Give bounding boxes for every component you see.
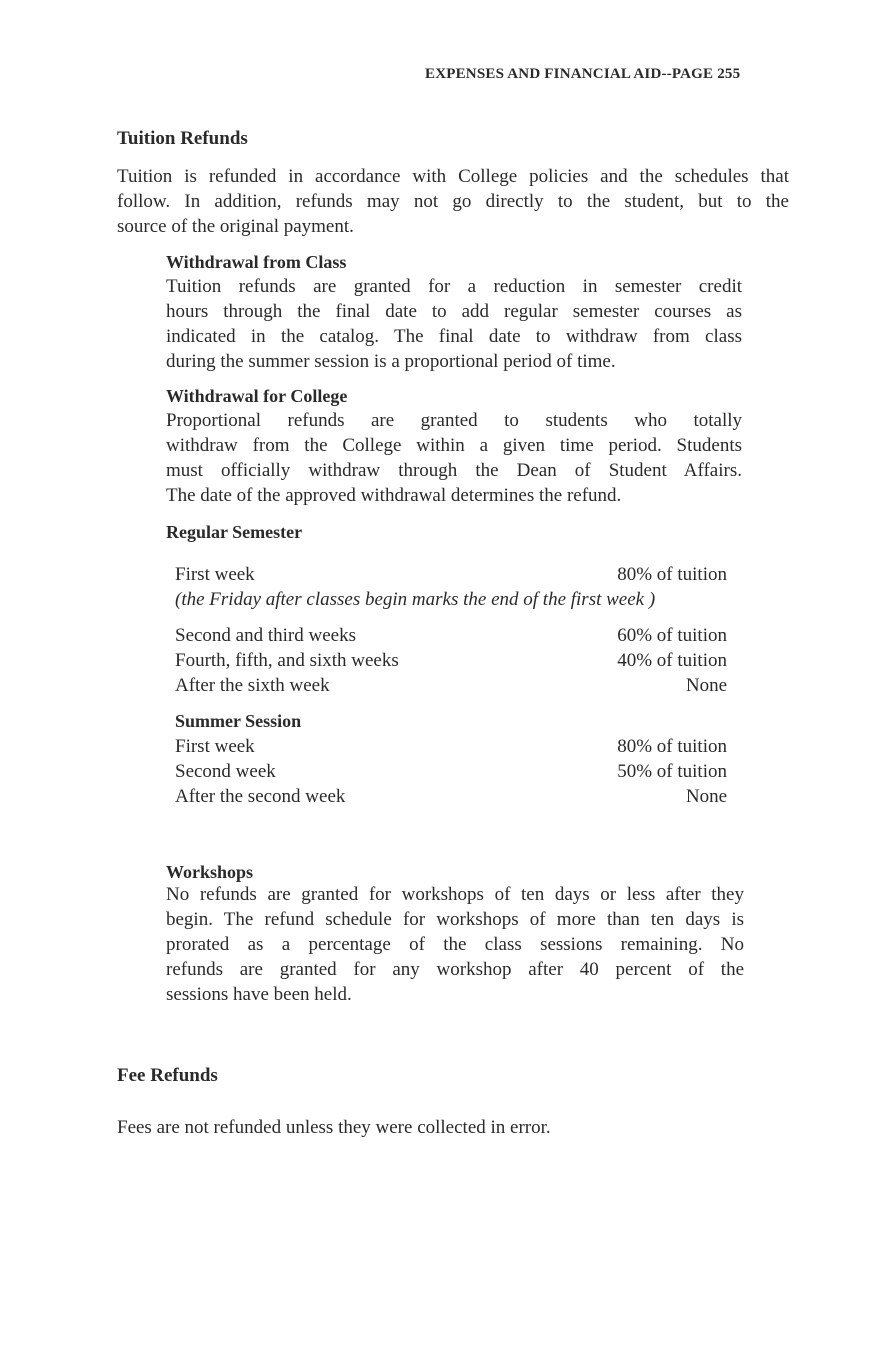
text-line: The date of the approved withdrawal determines the refund. [166, 485, 622, 506]
text-line: follow. In addition, refunds may not go directly to the student, but to the [117, 191, 789, 212]
text-line: No refunds are granted for workshops of ten days or less after they [166, 884, 744, 905]
schedule-row [175, 784, 727, 809]
schedule-amount: 60% of tuition [617, 625, 727, 646]
withdrawal-from-class-text [166, 274, 742, 374]
schedule-amount: 80% of tuition [617, 736, 727, 757]
schedule-row [175, 673, 727, 698]
first-week-note: (the Friday after classes begin marks the end of the first week ) [175, 589, 656, 610]
schedule-amount: 40% of tuition [617, 650, 727, 671]
schedule-term: After the second week [175, 786, 346, 807]
text-line: must officially withdraw through the Dean of Student Affairs. [166, 460, 742, 481]
schedule-row [175, 648, 727, 673]
text-line: hours through the final date to add regular semester courses as [166, 301, 742, 322]
text-line: begin. The refund schedule for workshops of more than ten days is [166, 909, 744, 930]
text-line: prorated as a percentage of the class sessions remaining. No [166, 934, 744, 955]
schedule-row [175, 562, 727, 587]
running-head: EXPENSES AND FINANCIAL AID--PAGE 255 [425, 66, 741, 82]
text-line: refunds are granted for any workshop after 40 percent of the [166, 959, 744, 980]
text-line: Tuition refunds are granted for a reduction in semester credit [166, 276, 742, 297]
schedule-term: Second and third weeks [175, 625, 356, 646]
text-line: during the summer session is a proportional period of time. [166, 351, 616, 372]
schedule-term: Second week [175, 761, 276, 782]
schedule-amount: None [685, 675, 727, 696]
schedule-amount: None [685, 786, 727, 807]
summer-session-heading: Summer Session [175, 711, 302, 731]
workshops-text [166, 882, 744, 1007]
schedule-term: After the sixth week [175, 675, 330, 696]
schedule-term: Fourth, fifth, and sixth weeks [175, 650, 399, 671]
withdrawal-for-college-text [166, 408, 742, 508]
workshops-heading: Workshops [166, 862, 254, 882]
schedule-term: First week [175, 564, 255, 585]
text-line: sessions have been held. [166, 984, 352, 1005]
text-line: Proportional refunds are granted to students who totally [166, 410, 742, 431]
schedule-amount: 80% of tuition [617, 564, 727, 585]
tuition-refunds-intro [117, 164, 789, 239]
tuition-refunds-heading: Tuition Refunds [117, 128, 248, 149]
fee-refunds-heading: Fee Refunds [117, 1065, 218, 1086]
schedule-row [175, 623, 727, 648]
text-line: source of the original payment. [117, 216, 354, 237]
schedule-term: First week [175, 736, 255, 757]
withdrawal-from-class-heading: Withdrawal from Class [166, 252, 347, 272]
text-line: Tuition is refunded in accordance with College policies and the schedules that [117, 166, 789, 187]
withdrawal-for-college-heading: Withdrawal for College [166, 386, 348, 406]
schedule-row [175, 759, 727, 784]
text-line: indicated in the catalog. The final date to withdraw from class [166, 326, 742, 347]
text-line: withdraw from the College within a given time period. Students [166, 435, 742, 456]
fee-refunds-text: Fees are not refunded unless they were collected in error. [117, 1117, 551, 1138]
schedule-amount: 50% of tuition [617, 761, 727, 782]
regular-semester-heading: Regular Semester [166, 522, 303, 542]
schedule-row [175, 734, 727, 759]
